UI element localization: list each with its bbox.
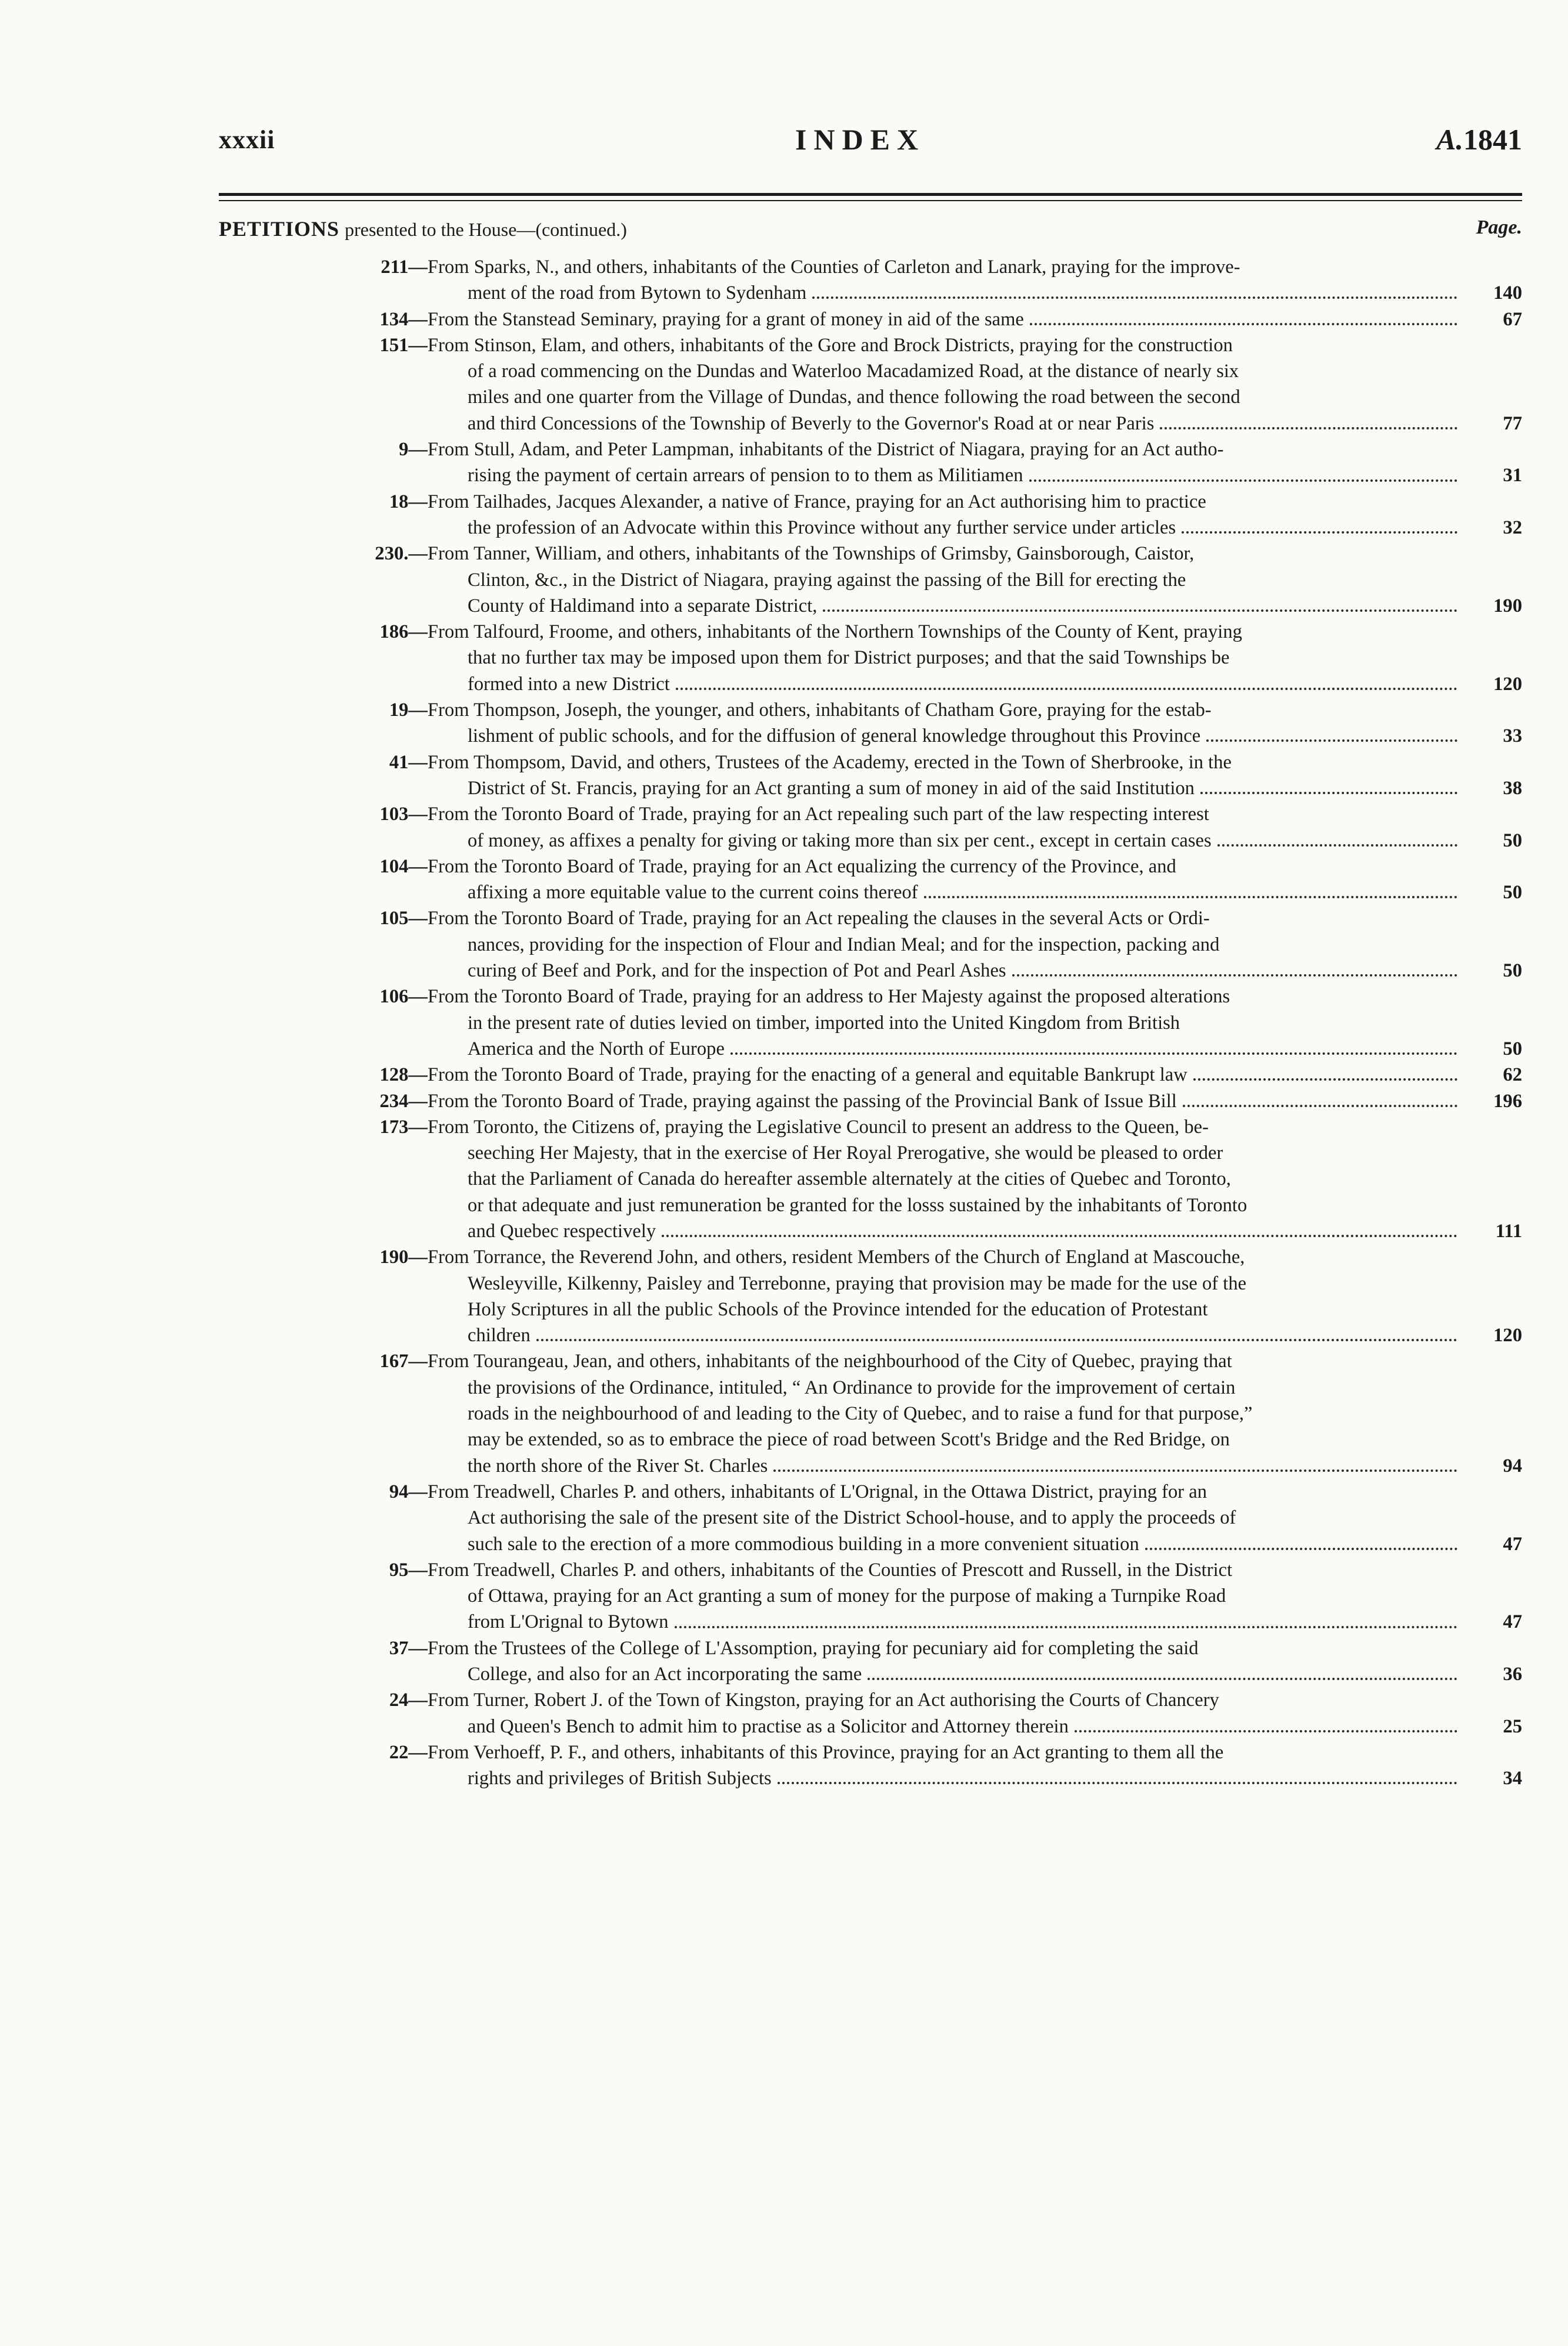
entry-text: From Torrance, the Reverend John, and others, resident Members of the Church of England at Mascouche,	[428, 1247, 1245, 1268]
entry-text: Clinton, &c., in the District of Niagara, praying against the passing of the Bill for erecting the	[468, 569, 1186, 591]
entry-last-line	[468, 1765, 1522, 1791]
entry-last-line	[468, 775, 1522, 801]
petition-number: 22—	[389, 1741, 428, 1763]
petition-entry	[219, 254, 1522, 306]
entry-last-line	[468, 1218, 1522, 1244]
entry-text: From Treadwell, Charles P. and others, inhabitants of the Counties of Prescott and Russell, in the District	[428, 1559, 1233, 1581]
petition-number: 9—	[399, 439, 428, 461]
entry-text: and third Concessions of the Township of Beverly to the Governor's Road at or near Paris	[468, 412, 1155, 434]
entry-last-line	[468, 1453, 1522, 1479]
petition-entry	[219, 619, 1522, 697]
entry-text: curing of Beef and Pork, and for the inspection of Pot and Pearl Ashes	[468, 960, 1006, 982]
entry-text: From the Trustees of the College of L'Assomption, praying for pecuniary aid for completing the said	[428, 1637, 1199, 1659]
petition-number: 128—	[379, 1064, 428, 1086]
petition-entry	[219, 1244, 1522, 1348]
page-number: xxxii	[219, 125, 275, 154]
petition-number: 106—	[379, 986, 428, 1008]
petition-entry	[219, 436, 1522, 489]
page-reference: 94	[1503, 1455, 1522, 1477]
page-reference: 50	[1503, 829, 1522, 851]
petition-entry	[219, 306, 1522, 332]
petition-entry	[219, 1114, 1522, 1244]
entry-text: District of St. Francis, praying for an Act granting a sum of money in aid of the said Institution	[468, 777, 1195, 799]
petition-number: 230.—	[375, 543, 428, 565]
petition-entry	[219, 541, 1522, 619]
petition-entry	[219, 905, 1522, 984]
entry-last-line	[428, 306, 1522, 332]
entry-text: From Stinson, Elam, and others, inhabitants of the Gore and Brock Districts, praying for the construction	[428, 334, 1233, 356]
page-reference: 25	[1503, 1715, 1522, 1737]
entry-text: From Talfourd, Froome, and others, inhabitants of the Northern Townships of the County of Kent, praying	[428, 621, 1242, 643]
dot-leader	[1182, 531, 1457, 534]
entry-text: From Tanner, William, and others, inhabitants of the Townships of Grimsby, Gainsborough, Caistor,	[428, 543, 1195, 565]
entry-text: From the Toronto Board of Trade, praying for an Act repealing such part of the law respecting interest	[428, 804, 1209, 825]
section-heading	[219, 216, 1522, 246]
dot-leader	[1012, 974, 1457, 977]
dot-leader	[773, 1469, 1457, 1472]
entry-text: or that adequate and just remuneration be granted for the losss sustained by the inhabitants of Toronto	[468, 1194, 1247, 1216]
entry-text: From Turner, Robert J. of the Town of Kingston, praying for an Act authorising the Courts of Chancery	[428, 1689, 1219, 1711]
entry-last-line	[468, 515, 1522, 541]
page-reference: 50	[1503, 1038, 1522, 1059]
entry-text: From Verhoeff, P. F., and others, inhabitants of this Province, praying for an Act granting to them all the	[428, 1741, 1224, 1763]
petition-number: 104—	[379, 855, 428, 877]
petition-number: 186—	[379, 621, 428, 643]
entry-text: From the Stanstead Seminary, praying for a grant of money in aid of the same	[428, 308, 1024, 330]
entry-last-line	[468, 1714, 1522, 1739]
dot-leader	[1206, 739, 1457, 742]
entry-text: From Tailhades, Jacques Alexander, a native of France, praying for an Act authorising him to practice	[428, 491, 1206, 512]
petition-number: 103—	[379, 804, 428, 825]
petition-number: 19—	[389, 699, 428, 721]
page-reference: 32	[1503, 516, 1522, 538]
page-reference: 77	[1503, 412, 1522, 434]
page-reference: 36	[1503, 1664, 1522, 1685]
entry-text: From Stull, Adam, and Peter Lampman, inhabitants of the District of Niagara, praying for an Act autho-	[428, 439, 1224, 461]
entry-last-line	[468, 723, 1522, 749]
entry-text: nances, providing for the inspection of Flour and Indian Meal; and for the inspection, packing and	[468, 934, 1220, 955]
entry-text: From Treadwell, Charles P. and others, inhabitants of L'Orignal, in the Ottawa District, praying for an	[428, 1481, 1207, 1502]
entry-last-line	[468, 462, 1522, 488]
entry-text: in the present rate of duties levied on timber, imported into the United Kingdom from British	[468, 1012, 1180, 1034]
entry-text: of Ottawa, praying for an Act granting a sum of money for the purpose of making a Turnpike Road	[468, 1585, 1226, 1607]
petition-number: 41—	[389, 751, 428, 773]
petition-entry	[219, 697, 1522, 749]
page-reference: 34	[1503, 1768, 1522, 1790]
entry-text: that the Parliament of Canada do hereafter assemble alternately at the cities of Quebec and Toronto,	[468, 1168, 1231, 1190]
entry-last-line	[468, 280, 1522, 306]
entry-text: From Toronto, the Citizens of, praying the Legislative Council to present an address to the Queen, be-	[428, 1116, 1209, 1138]
petition-number: 18—	[389, 491, 428, 512]
entry-text: formed into a new District	[468, 673, 670, 695]
dot-leader	[1217, 844, 1457, 847]
entry-text: such sale to the erection of a more commodious building in a more convenient situation	[468, 1533, 1139, 1555]
page-column-label: Page.	[1476, 216, 1522, 238]
entry-text: From Sparks, N., and others, inhabitants of the Counties of Carleton and Lanark, praying for the improve-	[428, 256, 1240, 278]
petition-entry	[219, 489, 1522, 541]
section-subtitle: presented to the House—(continued.)	[345, 219, 627, 240]
year: 1841	[1463, 123, 1522, 156]
entry-text: College, and also for an Act incorporating the same	[468, 1664, 862, 1685]
dot-leader	[1183, 1105, 1457, 1107]
entry-text: the north shore of the River St. Charles	[468, 1455, 768, 1477]
petition-number: 24—	[389, 1689, 428, 1711]
entry-last-line	[468, 411, 1522, 436]
section-title: PETITIONS	[219, 217, 340, 241]
page-reference: 120	[1493, 1325, 1522, 1347]
entry-last-line	[468, 958, 1522, 984]
dot-leader	[868, 1678, 1457, 1680]
dot-leader	[730, 1052, 1457, 1055]
entry-text: From the Toronto Board of Trade, praying for an address to Her Majesty against the proposed alterations	[428, 986, 1230, 1008]
petition-entry	[219, 1088, 1522, 1114]
petition-number: 234—	[379, 1090, 428, 1112]
dot-leader	[536, 1339, 1457, 1341]
entry-text: from L'Orignal to Bytown	[468, 1611, 669, 1633]
petition-number: 167—	[379, 1351, 428, 1372]
page-reference: 196	[1493, 1090, 1522, 1112]
entry-last-line	[468, 828, 1522, 854]
entry-text: From Tourangeau, Jean, and others, inhabitants of the neighbourhood of the City of Quebec, praying that	[428, 1351, 1232, 1372]
page-reference: 50	[1503, 960, 1522, 982]
dot-leader	[1075, 1730, 1457, 1732]
entry-text: From the Toronto Board of Trade, praying for the enacting of a general and equitable Bankrupt law	[428, 1064, 1187, 1086]
petition-entry	[219, 1557, 1522, 1635]
page-reference: 111	[1495, 1220, 1522, 1242]
petition-entry	[219, 749, 1522, 802]
petition-list	[219, 254, 1522, 1792]
entry-text: miles and one quarter from the Village of Dundas, and thence following the road between the second	[468, 386, 1240, 408]
entry-text: of a road commencing on the Dundas and Waterloo Macadamized Road, at the distance of nearly six	[468, 361, 1239, 382]
entry-text: affixing a more equitable value to the current coins thereof	[468, 882, 918, 904]
dot-leader	[924, 896, 1457, 898]
petition-entry	[219, 1635, 1522, 1688]
dot-leader	[1200, 792, 1457, 794]
page-reference: 67	[1503, 308, 1522, 330]
entry-text: From Thompson, Joseph, the younger, and others, inhabitants of Chatham Gore, praying for the estab-	[428, 699, 1212, 721]
entry-text: Holy Scriptures in all the public Schools of the Province intended for the education of Protestant	[468, 1298, 1208, 1320]
dot-leader	[778, 1782, 1457, 1784]
entry-text: and Quebec respectively	[468, 1220, 656, 1242]
entry-text: roads in the neighbourhood of and leading to the City of Quebec, and to raise a fund for that purpose,”	[468, 1403, 1253, 1425]
entry-text: and Queen's Bench to admit him to practise as a Solicitor and Attorney therein	[468, 1715, 1069, 1737]
dot-leader	[1029, 479, 1458, 482]
entry-last-line	[468, 1531, 1522, 1557]
header-rule-thick	[219, 193, 1522, 196]
entry-last-line	[468, 671, 1522, 697]
dot-leader	[662, 1235, 1457, 1237]
entry-text: seeching Her Majesty, that in the exercise of Her Royal Prerogative, she would be pleased to order	[468, 1142, 1223, 1164]
petition-entry	[219, 1348, 1522, 1478]
session-year	[1436, 122, 1522, 156]
page-reference: 140	[1493, 282, 1522, 304]
page-title: INDEX	[795, 123, 926, 156]
entry-text: From the Toronto Board of Trade, praying for an Act repealing the clauses in the several Acts or Ordi-	[428, 908, 1210, 929]
entry-text: Wesleyville, Kilkenny, Paisley and Terrebonne, praying that provision may be made for the use of the	[468, 1272, 1247, 1294]
dot-leader	[1193, 1078, 1457, 1081]
page-reference: 190	[1493, 595, 1522, 617]
entry-text: may be extended, so as to embrace the piece of road between Scott's Bridge and the Red Bridge, on	[468, 1429, 1230, 1451]
entry-last-line	[468, 1322, 1522, 1348]
entry-text: that no further tax may be imposed upon them for District purposes; and that the said Townships be	[468, 647, 1230, 669]
entry-last-line	[468, 1036, 1522, 1062]
entry-text: Act authorising the sale of the present site of the District School-house, and to apply the proceeds of	[468, 1507, 1236, 1529]
year-prefix: A.	[1436, 123, 1463, 156]
petition-number: 37—	[389, 1637, 428, 1659]
petition-entry	[219, 854, 1522, 906]
dot-leader	[1030, 323, 1457, 325]
petition-number: 173—	[379, 1116, 428, 1138]
dot-leader	[1160, 427, 1457, 429]
entry-last-line	[468, 1609, 1522, 1635]
header-rule-thin	[219, 200, 1522, 201]
petition-number: 105—	[379, 908, 428, 929]
entry-last-line	[468, 879, 1522, 905]
entry-last-line	[468, 593, 1522, 619]
petition-number: 94—	[389, 1481, 428, 1502]
page-reference: 31	[1503, 465, 1522, 486]
page-reference: 62	[1503, 1064, 1522, 1086]
dot-leader	[1145, 1548, 1457, 1550]
petition-entry	[219, 984, 1522, 1062]
page-reference: 38	[1503, 777, 1522, 799]
page-reference: 47	[1503, 1611, 1522, 1633]
petition-entry	[219, 1479, 1522, 1557]
entry-text: of money, as affixes a penalty for giving or taking more than six per cent., except in certain cases	[468, 829, 1212, 851]
dot-leader	[823, 609, 1457, 612]
petition-number: 211—	[381, 256, 428, 278]
entry-text: children	[468, 1325, 531, 1347]
page-reference: 33	[1503, 725, 1522, 747]
page-reference: 50	[1503, 882, 1522, 904]
petition-number: 134—	[379, 308, 428, 330]
petition-entry	[219, 332, 1522, 436]
entry-text: the profession of an Advocate within this Province without any further service under articles	[468, 516, 1176, 538]
entry-text: lishment of public schools, and for the diffusion of general knowledge throughout this Province	[468, 725, 1201, 747]
page-reference: 120	[1493, 673, 1522, 695]
entry-text: America and the North of Europe	[468, 1038, 725, 1059]
petition-number: 190—	[379, 1247, 428, 1268]
petition-number: 151—	[379, 334, 428, 356]
entry-text: From the Toronto Board of Trade, praying for an Act equalizing the currency of the Province, and	[428, 855, 1176, 877]
petition-entry	[219, 1062, 1522, 1088]
entry-last-line	[428, 1062, 1522, 1088]
petition-entry	[219, 1687, 1522, 1739]
entry-text: rising the payment of certain arrears of pension to to them as Militiamen	[468, 465, 1023, 486]
entry-text: rights and privileges of British Subjects	[468, 1768, 772, 1790]
entry-text: ment of the road from Bytown to Sydenham	[468, 282, 807, 304]
dot-leader	[812, 296, 1457, 299]
entry-last-line	[428, 1088, 1522, 1114]
entry-text: the provisions of the Ordinance, intituled, “ An Ordinance to provide for the improvement of certain	[468, 1377, 1236, 1398]
entry-last-line	[468, 1661, 1522, 1687]
page-header	[219, 125, 1522, 160]
entry-text: From Thompsom, David, and others, Trustees of the Academy, erected in the Town of Sherbrooke, in the	[428, 751, 1232, 773]
petition-entry	[219, 1739, 1522, 1792]
entry-text: County of Haldimand into a separate District,	[468, 595, 818, 617]
dot-leader	[676, 688, 1457, 690]
entry-text: From the Toronto Board of Trade, praying against the passing of the Provincial Bank of Issue Bill	[428, 1090, 1177, 1112]
petition-entry	[219, 801, 1522, 854]
petition-number: 95—	[389, 1559, 428, 1581]
page-reference: 47	[1503, 1533, 1522, 1555]
dot-leader	[675, 1626, 1457, 1628]
